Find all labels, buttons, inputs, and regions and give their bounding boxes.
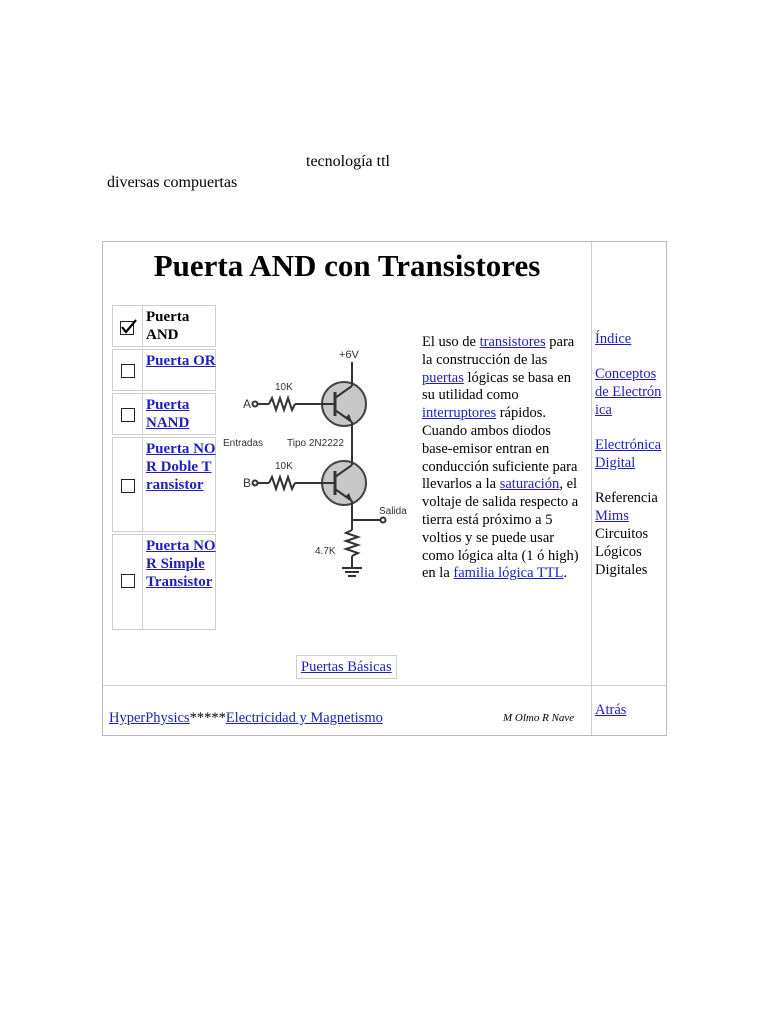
back-link[interactable]: Atrás [595, 702, 627, 718]
column-divider [591, 242, 592, 735]
puertas-link[interactable]: puertas [422, 369, 464, 386]
electronica-digital-link[interactable]: Electrónica Digital [595, 437, 662, 471]
nav-item-label: Puerta AND [146, 309, 190, 343]
inputs-label: Entradas [223, 438, 264, 449]
puertas-basicas-link[interactable]: Puertas Básicas [296, 655, 397, 679]
checkbox-icon [121, 479, 135, 493]
mims-link[interactable]: Mims [595, 508, 629, 524]
nav-item-nand[interactable] [112, 393, 216, 435]
familia-logica-ttl-link[interactable]: familia lógica TTL [453, 565, 564, 582]
resistor-b-label: 10K [275, 461, 293, 472]
conceptos-electronica-link[interactable]: Conceptos de Electrónica [595, 366, 662, 418]
checkbox-icon [121, 364, 135, 378]
nav-item-or[interactable] [112, 349, 216, 391]
input-a-label: A [243, 397, 252, 411]
interruptores-link[interactable]: interruptores [422, 405, 497, 422]
referencia-label: Referencia [595, 490, 658, 506]
checkbox-icon [121, 408, 135, 422]
resistor-a-label: 10K [275, 382, 293, 393]
transistores-link[interactable]: transistores [479, 334, 546, 350]
checked-checkbox-icon [120, 319, 138, 335]
checkbox-icon [121, 574, 135, 588]
footer-stars: ***** [189, 710, 226, 726]
author-credit: M Olmo R Nave [503, 712, 575, 724]
nav-item-nor-doble[interactable] [112, 437, 216, 532]
vcc-label: +6V [339, 349, 359, 361]
reference-title: Circuitos Lógicos Digitales [595, 526, 649, 578]
nav-item-label[interactable]: Puerta NOR Doble Transistor [146, 441, 216, 493]
hyperphysics-link[interactable]: HyperPhysics [109, 710, 190, 726]
transistor-type-label: Tipo 2N2222 [287, 438, 344, 449]
row-divider [103, 685, 666, 686]
heading-line-1: tecnología ttl [306, 153, 390, 170]
resistor-out-label: 4.7K [315, 546, 336, 557]
content-table [102, 241, 667, 736]
page-title: Puerta AND con Transistores [153, 248, 541, 283]
input-b-label: B [243, 476, 252, 490]
heading-line-2: diversas compuertas [107, 174, 238, 191]
electricidad-magnetismo-link[interactable]: Electricidad y Magnetismo [225, 710, 383, 726]
nav-item-label[interactable]: Puerta NOR Simple Transistor [146, 538, 216, 590]
nav-item-label[interactable]: Puerta OR [146, 353, 216, 369]
indice-link[interactable]: Índice [595, 331, 632, 347]
nav-item-label[interactable]: Puerta NAND [146, 397, 190, 431]
nav-item-nor-simple[interactable] [112, 534, 216, 630]
description-paragraph: El uso de transistores para la construcción de las puertas lógicas se basa en su utilidad como interruptores rápidos. Cuando ambos diodos base-emisor entran en conducción suficiente para llevarlos a la saturación, el voltaje de salida respecto a tierra está próximo a 5 voltios y se puede usar como lógica alta (1 ó high) en la familia lógica TTL. [422, 334, 579, 582]
and-gate-circuit-diagram [221, 342, 417, 592]
output-label: Salida [379, 506, 407, 517]
footer-links [109, 709, 383, 727]
side-navigation [595, 330, 665, 579]
saturacion-link[interactable]: saturación [499, 476, 560, 493]
nav-item-and[interactable] [112, 305, 216, 347]
